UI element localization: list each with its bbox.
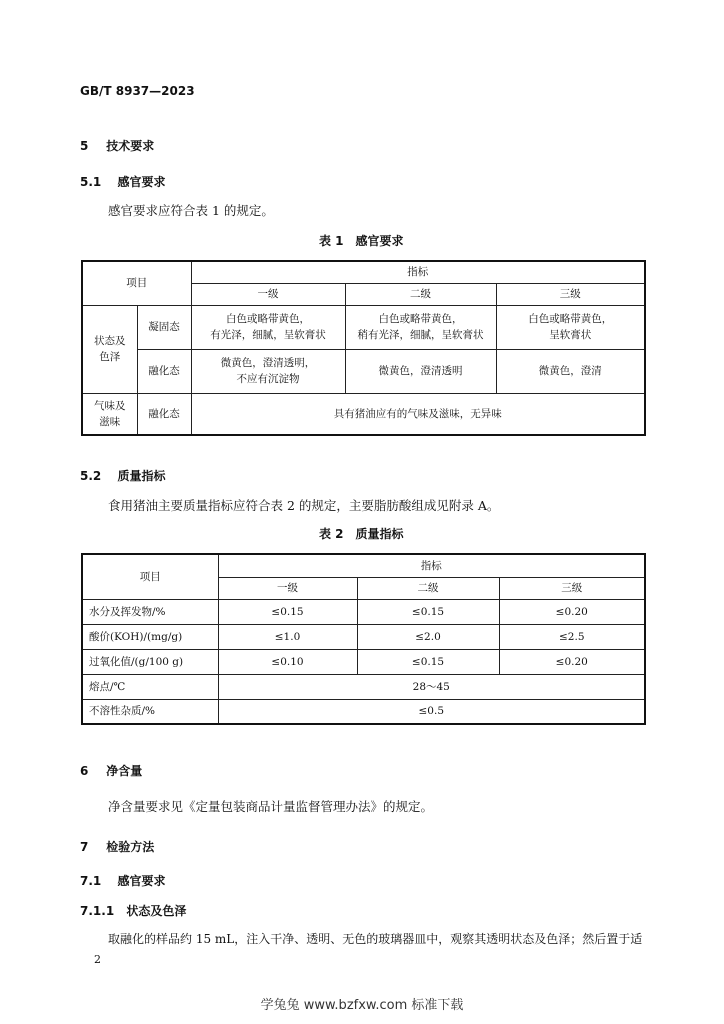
section-number: 5.2: [80, 469, 102, 483]
table2-grade-3: 三级: [499, 577, 645, 599]
section-7-1-heading: [80, 872, 165, 889]
section-number: 6: [80, 764, 89, 778]
table1-cell: 白色或略带黄色， 有光泽，细腻，呈软膏状: [191, 305, 345, 349]
table2-row-label: 酸价(KOH)/(mg/g): [82, 624, 218, 649]
page-number: 2: [94, 953, 101, 966]
section-5-2-body: 食用猪油主要质量指标应符合表 2 的规定，主要脂肪酸组成见附录 A。: [108, 498, 500, 513]
table2-quality: [81, 553, 646, 725]
table2-caption: 表 2 质量指标: [319, 527, 404, 541]
table2-item-header: 项目: [82, 554, 218, 599]
table2-cell: 28～45: [218, 674, 645, 699]
table2-row-label: 熔点/℃: [82, 674, 218, 699]
watermark-text: 学兔兔 www.bzfxw.com 标准下载: [260, 998, 464, 1013]
section-number: 7.1.1: [80, 904, 115, 918]
table2-cell: ≤1.0: [218, 624, 357, 649]
section-title: 检验方法: [106, 840, 155, 854]
table2-grade-1: 一级: [218, 577, 357, 599]
section-title: 净含量: [106, 764, 143, 778]
section-number: 7.1: [80, 874, 102, 888]
table1-sensory: [81, 260, 646, 436]
section-number: 7: [80, 840, 89, 854]
table2-cell: ≤0.5: [218, 699, 645, 724]
section-title: 状态及色泽: [126, 904, 187, 918]
section-number: 5: [80, 139, 89, 153]
table1-grade-3: 三级: [496, 283, 645, 305]
table1-grade-2: 二级: [345, 283, 496, 305]
table2-row-label: 水分及挥发物/%: [82, 599, 218, 624]
table1-cell: 具有猪油应有的气味及滋味，无异味: [191, 393, 645, 435]
section-5-1-heading: [80, 173, 165, 190]
section-6-body: 净含量要求见《定量包装商品计量监督管理办法》的规定。: [108, 799, 434, 814]
table2-cell: ≤0.20: [499, 599, 645, 624]
table1-row-label: 凝固态: [137, 305, 191, 349]
table2-cell: ≤0.20: [499, 649, 645, 674]
section-7-1-1-heading: [80, 902, 186, 919]
section-7-heading: [80, 838, 154, 855]
table1-cell: 微黄色，澄清: [496, 349, 645, 393]
section-title: 质量指标: [117, 469, 166, 483]
table1-group-state-color: 状态及 色泽: [82, 305, 137, 393]
table1-row-label: 融化态: [137, 393, 191, 435]
table2-cell: ≤2.0: [357, 624, 499, 649]
table1-cell: 微黄色，澄清透明: [345, 349, 496, 393]
table2-row-label: 不溶性杂质/%: [82, 699, 218, 724]
table1-group-smell-taste: 气味及 滋味: [82, 393, 137, 435]
table2-cell: ≤0.15: [218, 599, 357, 624]
table1-cell: 微黄色，澄清透明， 不应有沉淀物: [191, 349, 345, 393]
table2-cell: ≤0.15: [357, 649, 499, 674]
section-7-1-1-body: 取融化的样品约 15 mL，注入干净、透明、无色的玻璃器皿中，观察其透明状态及色泽；然后置于适: [108, 932, 643, 946]
standard-code: GB/T 8937—2023: [80, 84, 195, 98]
table1-cell: 白色或略带黄色， 稍有光泽，细腻，呈软膏状: [345, 305, 496, 349]
section-title: 感官要求: [117, 874, 166, 888]
section-5-1-body: 感官要求应符合表 1 的规定。: [108, 203, 274, 218]
section-title: 感官要求: [117, 175, 166, 189]
section-title: 技术要求: [106, 139, 155, 153]
section-number: 5.1: [80, 175, 102, 189]
table1-index-header: 指标: [191, 261, 645, 283]
table2-row-label: 过氧化值/(g/100 g): [82, 649, 218, 674]
table2-grade-2: 二级: [357, 577, 499, 599]
section-5-2-heading: [80, 467, 165, 484]
table2-cell: ≤2.5: [499, 624, 645, 649]
table2-cell: ≤0.10: [218, 649, 357, 674]
table2-cell: ≤0.15: [357, 599, 499, 624]
table1-cell: 白色或略带黄色， 呈软膏状: [496, 305, 645, 349]
section-5-heading: [80, 137, 154, 154]
table1-row-label: 融化态: [137, 349, 191, 393]
table2-index-header: 指标: [218, 554, 645, 577]
table1-grade-1: 一级: [191, 283, 345, 305]
table1-caption: 表 1 感官要求: [319, 234, 404, 248]
section-6-heading: [80, 762, 142, 779]
table1-item-header: 项目: [82, 261, 191, 305]
